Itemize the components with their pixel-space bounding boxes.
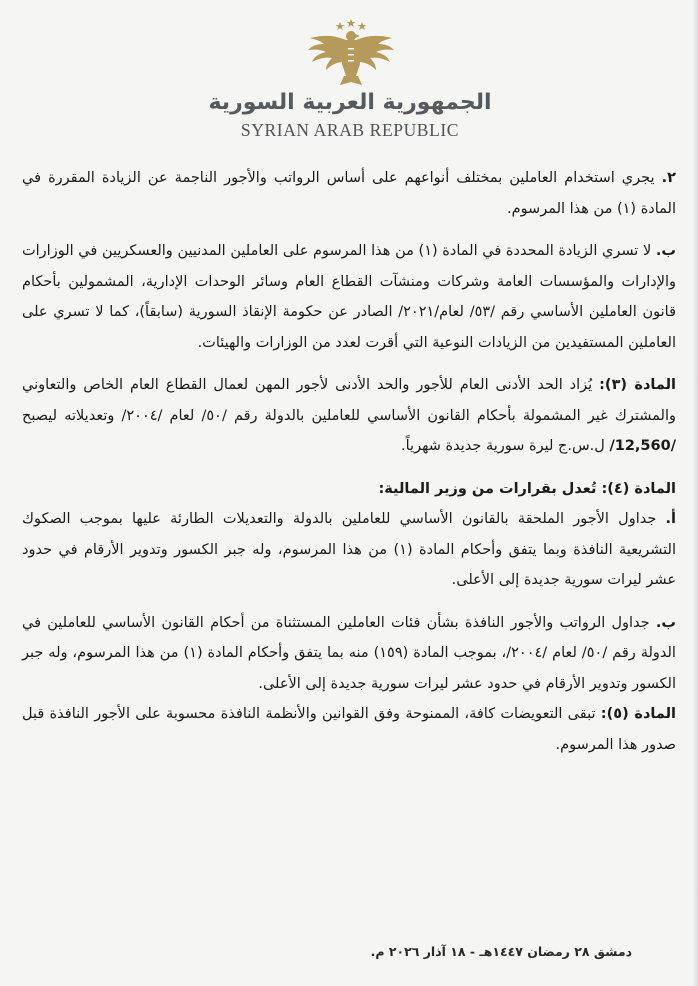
article-text: يُزاد الحد الأدنى العام للأجور والحد الأدنى لأجور المهن لعمال القطاع العام الخاص والتعاوني والمشترك غير المشمولة بأحكام القانون الأساسي للعاملين بالدولة رقم /٥٠/ لعام /٢٠٠٤/ وتعديلاته ليصبح [22,377,676,424]
article-4-b [22,608,676,700]
article-label: المادة (٣): [599,377,676,393]
issue-date: دمشق ٢٨ رمضان ١٤٤٧هـ - ١٨ آذار ٢٠٢٦ م. [370,944,632,959]
paragraph-b-exclusions [22,236,676,358]
country-name-english: SYRIAN ARAB REPUBLIC [240,120,460,140]
article-4-heading: المادة (٤): تُعدل بقرارات من وزير المالية: [378,480,676,497]
clause-text: جداول الرواتب والأجور النافذة بشأن فئات العاملين المستثناة من أحكام القانون الأساسي للعاملين في الدولة رقم /٥٠/ لعام /٢٠٠٤/، بموجب المادة (١٥٩) منه بما يتفق وأحكام المادة (١) من هذا المرسوم، وله جبر الكسور وتدوير الأرقام في حدود عشر ليرات سورية جديدة إلى الأعلى. [22,614,676,692]
article-text-end: ل.س.ج ليرة سورية جديدة شهرياً. [401,438,610,454]
eagle-emblem-icon [306,18,396,86]
clause-number: ٢. [661,170,676,186]
minimum-wage-amount: /12,560/ [609,438,676,454]
clause-number: أ. [665,511,676,527]
article-text: تبقى التعويضات كافة، الممنوحة وفق القوانين والأنظمة النافذة محسوبة على الأجور النافذة قبل صدور هذا المرسوم. [22,706,676,753]
paragraph-2 [22,163,676,224]
article-label: المادة (٥): [600,706,676,722]
clause-number: ب. [655,614,676,631]
article-5 [22,699,676,760]
clause-text: يجري استخدام العاملين بمختلف أنواعهم على أساس الرواتب والأجور الناجمة عن الزيادة المقررة في المادة (١) من هذا المرسوم. [22,170,676,217]
country-name-arabic: الجمهورية العربية السورية [208,90,492,115]
article-3 [22,370,676,462]
letterhead [0,0,698,150]
clause-text: جداول الأجور الملحقة بالقانون الأساسي للعاملين بالدولة والتعديلات الطارئة عليها بموجب الصكوك التشريعية النافذة وبما يتفق وأحكام المادة (١) من هذا المرسوم، وله جبر الكسور وتدوير الأرقام في حدود عشر ليرات سورية جديدة إلى الأعلى. [22,511,676,588]
clause-number: ب. [655,243,676,259]
article-4-a [22,504,676,596]
decree-body [22,163,676,760]
clause-text: لا تسري الزيادة المحددة في المادة (١) من هذا المرسوم على العاملين المدنيين والعسكريين في الوزارات والإدارات والمؤسسات العامة وشركات ومنشآت القطاع العام وسائر الوحدات الإدارية، المشمولين بأحكام قانون العاملين الأساسي رقم /٥٣/ لعام/٢٠٢١/ الصادر عن حكومة الإنقاذ السورية (سابقاً)، كما لا تسري على العاملين المستفيدين من الزيادات النوعية التي أقرت لعدد من الوزارات والهيئات. [22,243,676,351]
